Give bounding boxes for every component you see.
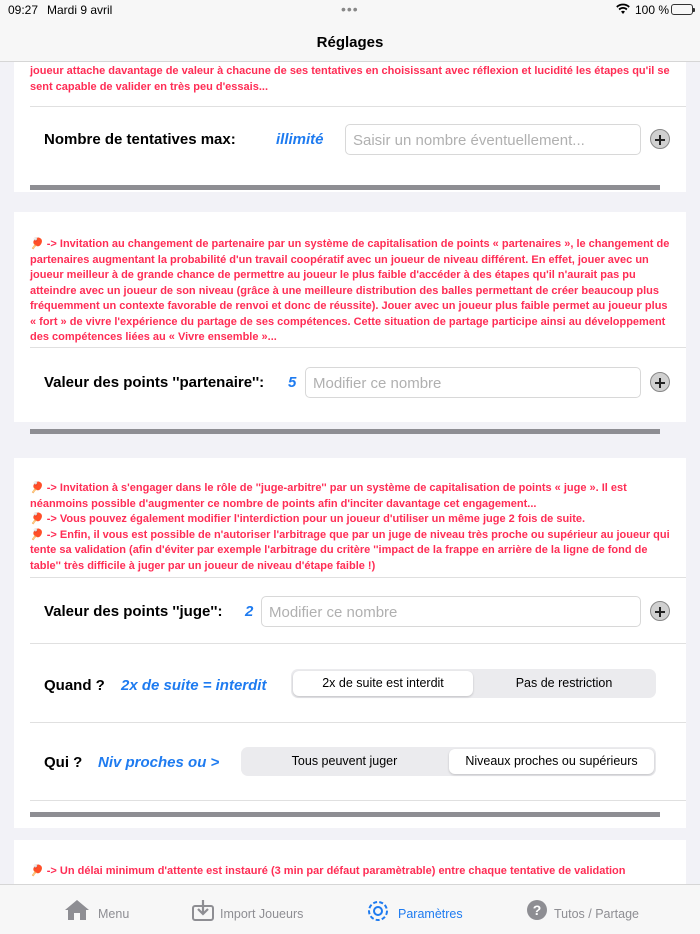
when-option-forbidden[interactable]: 2x de suite est interdit — [293, 671, 473, 696]
status-time: 09:27 — [8, 3, 39, 17]
who-value: Niv proches ou > — [98, 754, 220, 771]
max-attempts-value: illimité — [276, 131, 324, 148]
judge-description — [30, 481, 670, 574]
settings-gear-icon — [366, 899, 390, 923]
tab-settings-label: Paramètres — [398, 907, 463, 921]
attempts-description: joueur attache davantage de valeur à chacune de ses tentatives en choisissant avec réflexion et lucidité les étapes qu'il se sent capable de valider en très peu d'essais... — [30, 65, 670, 93]
partner-description — [30, 237, 670, 346]
battery-percent: 100 % — [635, 3, 670, 17]
ping-pong-icon: 🏓 — [30, 528, 47, 541]
tab-tutorials[interactable] — [526, 885, 646, 934]
tab-import-players-label: Import Joueurs — [220, 907, 304, 921]
add-partner-points-button[interactable] — [650, 372, 670, 392]
judge-points-label: Valeur des points ''juge'': — [44, 603, 223, 620]
tab-bar — [0, 884, 700, 934]
judge-paragraph-1: 🏓 -> Invitation à s'engager dans le rôle de ''juge-arbitre'' par un système de capitalisation de points « juge ». Il est néanmoins possible d'augmenter ce nombre de points afin d'inciter davantage cet engagement... — [30, 482, 627, 510]
when-label: Quand ? — [44, 677, 105, 694]
when-segmented-control[interactable] — [291, 669, 656, 698]
svg-text:?: ? — [532, 902, 542, 918]
when-option-no-restriction[interactable]: Pas de restriction — [515, 676, 613, 690]
judge-paragraph-2: 🏓 -> Vous pouvez également modifier l'interdiction pour un joueur d'utiliser un même juge 2 fois de suite. — [30, 513, 586, 525]
row-separator — [30, 722, 686, 723]
download-icon — [192, 899, 214, 921]
row-separator — [30, 106, 686, 107]
wifi-icon — [616, 3, 630, 15]
row-separator — [30, 577, 686, 578]
judge-paragraph-3: 🏓 -> Enfin, il vous est possible de n'autoriser l'arbitrage que par un juge de niveau très proche ou supérieur au joueur qui tente sa validation (afin d'éviter par exemple l'arbitrage du critère ''impact de la frappe en arrière de la ligne de fond de table'' très difficile à juger par un joueur de niveau d'étape faible !) — [30, 528, 670, 572]
add-attempts-button[interactable] — [650, 129, 670, 149]
who-option-close-levels[interactable]: Niveaux proches ou supérieurs — [449, 749, 654, 774]
who-option-everyone[interactable]: Tous peuvent juger — [291, 754, 398, 768]
status-bar — [0, 0, 700, 22]
max-attempts-label: Nombre de tentatives max: — [44, 131, 236, 148]
max-attempts-input[interactable]: Saisir un nombre éventuellement... — [345, 124, 641, 155]
tab-import-players[interactable] — [192, 885, 312, 934]
section-divider — [30, 185, 660, 190]
row-separator — [30, 800, 686, 801]
row-separator — [30, 347, 686, 348]
section-divider — [30, 812, 660, 817]
judge-points-input[interactable]: Modifier ce nombre — [261, 596, 641, 627]
partner-points-label: Valeur des points ''partenaire'': — [44, 374, 265, 391]
when-value: 2x de suite = interdit — [121, 677, 267, 694]
partner-points-input[interactable]: Modifier ce nombre — [305, 367, 641, 398]
tab-menu-label: Menu — [98, 907, 130, 921]
add-judge-points-button[interactable] — [650, 601, 670, 621]
tab-settings[interactable] — [366, 885, 466, 934]
who-label: Qui ? — [44, 754, 83, 771]
ping-pong-icon: 🏓 — [30, 482, 47, 494]
section-divider — [30, 429, 660, 434]
ping-pong-icon: 🏓 — [30, 513, 47, 525]
settings-scroll-area[interactable] — [0, 62, 700, 884]
navigation-bar — [0, 22, 700, 62]
tab-tutorials-label: Tutos / Partage — [554, 907, 639, 921]
battery-icon — [671, 4, 693, 15]
multitask-dots-icon[interactable]: ••• — [341, 1, 359, 17]
partner-description-text: -> Invitation au changement de partenaire par un système de capitalisation de points « partenaires », le changement de partenaires augmentant la probabilité d'un travail coopératif avec un joueur de niveau différent. En effet, jouer avec un joueur meilleur à de grande chance de permettre au joueur le plus faible d'accéder à des étapes qu'il n'aurait pas pu atteindre avec un joueur de son niveau (grâce à une meilleure distribution des balles permettant de créer beaucoup plus fréquemment un contexte favorable de renvoi et donc de réussite). Jouer avec un joueur plus faible permet au joueur plus « fort » de vivre l'expérience du partage de ses compétences. Cette situation de partage participe ainsi au développement des compétences liées au « Vivre ensemble »... — [30, 238, 670, 343]
page-title: Réglages — [316, 34, 384, 51]
home-icon — [64, 899, 90, 921]
status-date: Mardi 9 avril — [47, 3, 113, 17]
tab-menu[interactable] — [64, 885, 144, 934]
partner-points-value: 5 — [288, 374, 297, 391]
ping-pong-icon: 🏓 — [30, 238, 47, 250]
delay-description: 🏓 -> Un délai minimum d'attente est instauré (3 min par défaut paramètrable) entre chaque tentative de validation — [30, 865, 626, 877]
judge-points-value: 2 — [245, 603, 254, 620]
row-separator — [30, 643, 686, 644]
ping-pong-icon: 🏓 — [30, 865, 47, 877]
who-segmented-control[interactable] — [241, 747, 656, 776]
question-icon — [526, 899, 548, 921]
